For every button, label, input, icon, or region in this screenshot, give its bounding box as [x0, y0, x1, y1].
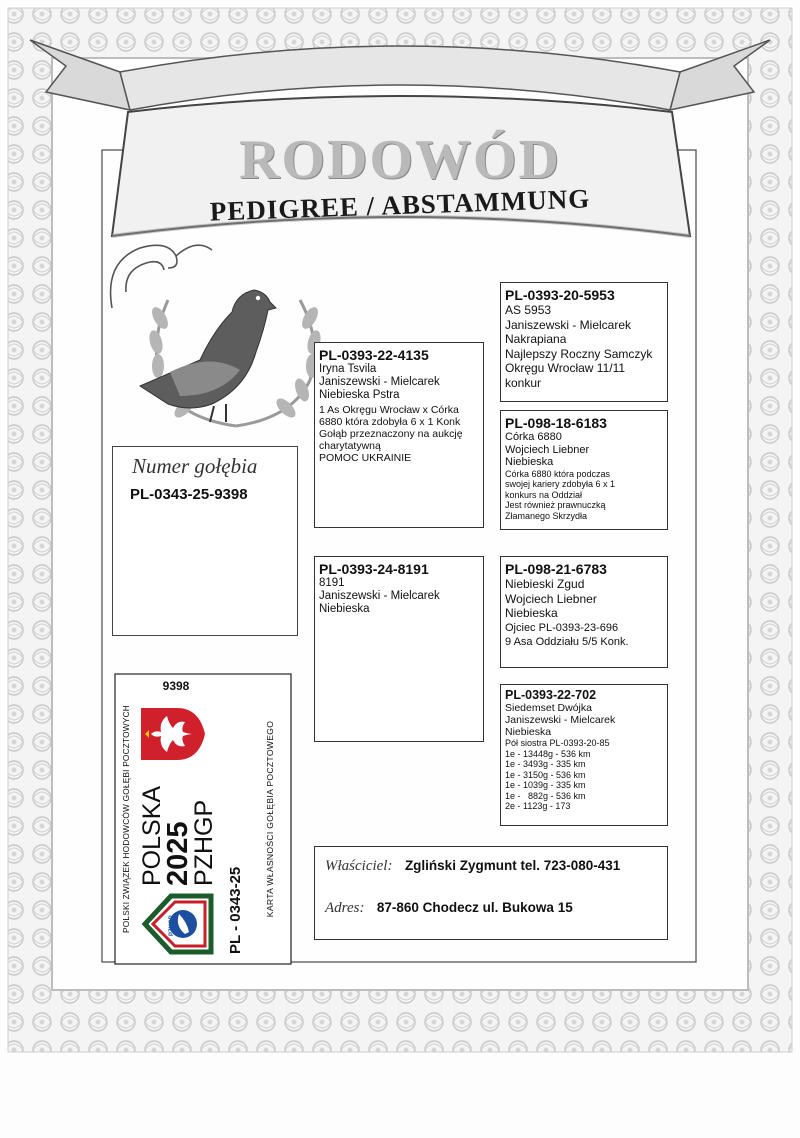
sire-dam-note: swojej kariery zdobyła 6 x 1: [505, 479, 616, 489]
sire-sire-line: AS 5953: [505, 303, 552, 317]
dam-dam-note: 2e - 1123g - 173: [505, 801, 571, 811]
page-subtitle: PEDIGREE / ABSTAMMUNG: [209, 183, 591, 227]
sire-dam-line: Córka 6880: [505, 431, 562, 443]
address-value: 87-860 Chodecz ul. Bukowa 15: [376, 900, 573, 915]
sire-sire-ring: PL-0393-20-5953: [505, 287, 615, 303]
owner-label: Właściciel:: [325, 858, 393, 874]
card-org: PZHGP: [190, 799, 218, 886]
dam-dam-ring: PL-0393-22-702: [505, 688, 597, 702]
owner-value: Zgliński Zygmunt tel. 723-080-431: [404, 858, 621, 873]
dam-dam-note: 1e - 3150g - 536 km: [505, 769, 586, 780]
dam-sire-line: Niebieska: [505, 606, 558, 620]
dam-line: 8191: [319, 577, 345, 589]
card-year: 2025: [162, 821, 194, 886]
sire-ring: PL-0393-22-4135: [319, 347, 429, 363]
dam-dam-note: 1e - 13448g - 536 km: [505, 748, 591, 759]
dam-sire-box: [500, 556, 668, 668]
dam-sire-ring: PL-098-21-6783: [505, 561, 607, 577]
card-union: POLSKI ZWIĄZEK HODOWCÓW GOŁĘBI POCZTOWYCH: [121, 705, 131, 933]
dam-box: [314, 556, 484, 742]
dam-dam-note: 1e - 3493g - 335 km: [505, 759, 586, 769]
dam-line: Janiszewski - Mielcarek: [319, 590, 440, 602]
logo-text: PZHGP: [169, 915, 175, 936]
sire-note: 6880 która zdobyła 6 x 1 Konk: [319, 416, 461, 428]
pzhgp-logo-icon: [141, 892, 217, 956]
sire-dam-note: Złamanego Skrzydła: [505, 510, 588, 521]
dam-dam-line: Siedemset Dwójka: [505, 702, 592, 714]
sire-sire-box: [500, 282, 668, 402]
owner-box: [314, 846, 668, 940]
bird-number-label: Numer gołębia: [132, 454, 258, 478]
dam-line: Niebieska: [319, 603, 370, 615]
card-country: POLSKA: [138, 785, 166, 886]
sire-note: POMOC UKRAINIE: [319, 452, 412, 464]
sire-sire-line: Najlepszy Roczny Samczyk: [505, 346, 653, 361]
sire-note: Gołąb przeznaczony na aukcję: [319, 428, 463, 440]
dam-dam-note: 1e - 1039g - 335 km: [505, 780, 586, 790]
sire-note: 1 As Okręgu Wrocław x Córka: [319, 404, 459, 416]
dam-dam-line: Janiszewski - Mielcarek: [505, 714, 616, 726]
sire-dam-line: Wojciech Liebner: [505, 443, 590, 456]
sire-note: charytatywną: [319, 440, 381, 452]
sire-dam-box: [500, 410, 668, 530]
sire-dam-note: konkurs na Oddział: [505, 489, 583, 500]
sire-sire-line: Nakrapiana: [505, 332, 567, 346]
dam-dam-note: Pół siostra PL-0393-20-85: [505, 738, 610, 748]
poland-emblem: [137, 704, 207, 764]
pzhgp-logo: [141, 892, 217, 956]
sire-dam-note: Jest również prawnuczką: [505, 500, 606, 510]
dam-ring: PL-0393-24-8191: [319, 561, 429, 577]
card-title: KARTA WŁASNOŚCI GOŁĘBIA POCZTOWEGO: [265, 720, 275, 918]
eagle-icon: [137, 704, 207, 764]
dam-sire-line: Niebieski Zgud: [505, 577, 585, 591]
sire-sire-line: Janiszewski - Mielcarek: [505, 317, 632, 332]
ownership-card: [115, 674, 291, 964]
dam-dam-line: Niebieska: [505, 726, 552, 738]
dam-dam-note: 1e - 882g - 536 km: [505, 790, 586, 801]
dam-sire-line: Wojciech Liebner: [505, 591, 597, 606]
sire-dam-line: Niebieska: [505, 456, 554, 468]
sire-line: Niebieska Pstra: [319, 389, 400, 401]
sire-dam-note: Córka 6880 która podczas: [505, 468, 611, 479]
card-ring-prefix: PL - 0343-25: [227, 866, 244, 954]
dam-dam-box: [500, 684, 668, 826]
sire-sire-line: Okręgu Wrocław 11/11: [505, 361, 626, 375]
sire-line: Janiszewski - Mielcarek: [319, 376, 440, 388]
card-ring-no: 9398: [162, 679, 190, 693]
bird-number: PL-0343-25-9398: [130, 486, 248, 503]
sire-line: Iryna Tsvila: [319, 363, 377, 375]
dam-sire-line: Ojciec PL-0393-23-696: [505, 621, 619, 634]
page-title: RODOWÓD: [239, 129, 561, 191]
address-label: Adres:: [325, 900, 365, 916]
dam-sire-line: 9 Asa Oddziału 5/5 Konk.: [505, 635, 629, 648]
sire-dam-ring: PL-098-18-6183: [505, 415, 607, 431]
sire-box: [314, 342, 484, 528]
sire-sire-line: konkur: [505, 375, 542, 390]
